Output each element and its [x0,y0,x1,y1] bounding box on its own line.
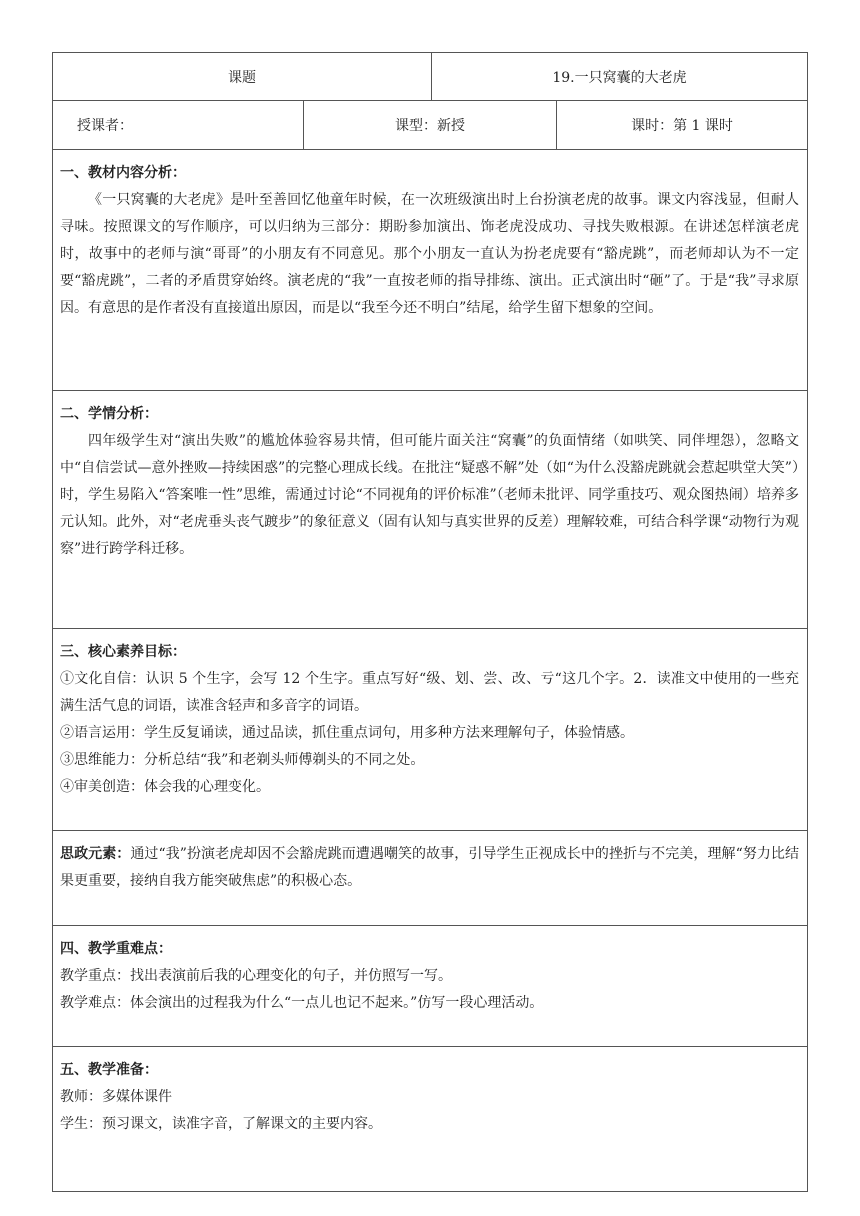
topic-value: 19.一只窝囊的大老虎 [552,69,687,86]
section-heading: 五、教学准备： [60,1062,158,1078]
section-material-analysis [52,150,808,391]
topic-label: 课题 [53,53,432,100]
section-heading: 一、教材内容分析： [60,165,186,181]
preparation-item: 教师：多媒体课件 [60,1089,172,1105]
goal-item: ①文化自信：认识 5 个生字，会写 12 个生字。重点写好“级、划、尝、改、亏“这几个字。2．读准文中使用的一些充满生活气息的词语，读准含轻声和多音字的词语。 [60,671,799,714]
preparation-item: 学生：预习课文，读准字音，了解课文的主要内容。 [60,1116,382,1132]
goal-item: ④审美创造：体会我的心理变化。 [60,779,270,795]
ideology-body: 通过“我”扮演老虎却因不会豁虎跳而遭遇嘲笑的故事，引导学生正视成长中的挫折与不完美，理解“努力比结果更重要，接纳自我方能突破焦虑”的积极心态。 [60,846,799,889]
lesson-plan-table [52,52,808,1192]
section-preparation [52,1047,808,1192]
section-core-goals [52,629,808,831]
section-heading: 三、核心素养目标： [60,644,186,660]
key-point-item: 教学难点：体会演出的过程我为什么“一点儿也记不起来。”仿写一段心理活动。 [60,995,544,1011]
section-ideology [52,831,808,926]
section-heading: 四、教学重难点： [60,941,172,957]
title-row [52,52,808,101]
ideology-label: 思政元素： [60,846,131,862]
meta-row [52,101,808,150]
teacher-field: 授课者： [53,101,304,149]
goal-item: ②语言运用：学生反复诵读，通过品读，抓住重点词句，用多种方法来理解句子，体验情感。 [60,725,634,741]
goal-item: ③思维能力：分析总结“我”和老剃头师傅剃头的不同之处。 [60,752,425,768]
section-body: 《一只窝囊的大老虎》是叶至善回忆他童年时候，在一次班级演出时上台扮演老虎的故事。课文内容浅显，但耐人寻味。按照课文的写作顺序，可以归纳为三部分：期盼参加演出、饰老虎没成功、寻找失败根源。在讲述怎样演老虎时，故事中的老师与演“哥哥”的小朋友有不同意见。那个小朋友一直认为扮老虎要有“豁虎跳”，而老师却认为不一定要“豁虎跳”，二者的矛盾贯穿始终。演老虎的“我”一直按老师的指导排练、演出。正式演出时“砸”了。于是“我”寻求原因。有意思的是作者没有直接道出原因，而是以“我至今还不明白”结尾，给学生留下想象的空间。 [60,192,799,316]
ideology-paragraph [60,841,799,895]
section-heading: 二、学情分析： [60,406,158,422]
lesson-type: 课型：新授 [304,101,557,149]
section-key-points [52,926,808,1047]
section-student-analysis [52,391,808,629]
lesson-period: 课时：第 1 课时 [631,118,733,134]
key-point-item: 教学重点：找出表演前后我的心理变化的句子，并仿照写一写。 [60,968,452,984]
section-body: 四年级学生对“演出失败”的尴尬体验容易共情，但可能片面关注“窝囊”的负面情绪（如哄笑、同伴埋怨），忽略文中“自信尝试—意外挫败—持续困惑”的完整心理成长线。在批注“疑惑不解”处（如“为什么没豁虎跳就会惹起哄堂大笑”）时，学生易陷入“答案唯一性”思维，需通过讨论“不同视角的评价标准”（老师未批评、同学重技巧、观众图热闹）培养多元认知。此外，对“老虎垂头丧气踱步”的象征意义（固有认知与真实世界的反差）理解较难，可结合科学课“动物行为观察”进行跨学科迁移。 [60,433,799,557]
